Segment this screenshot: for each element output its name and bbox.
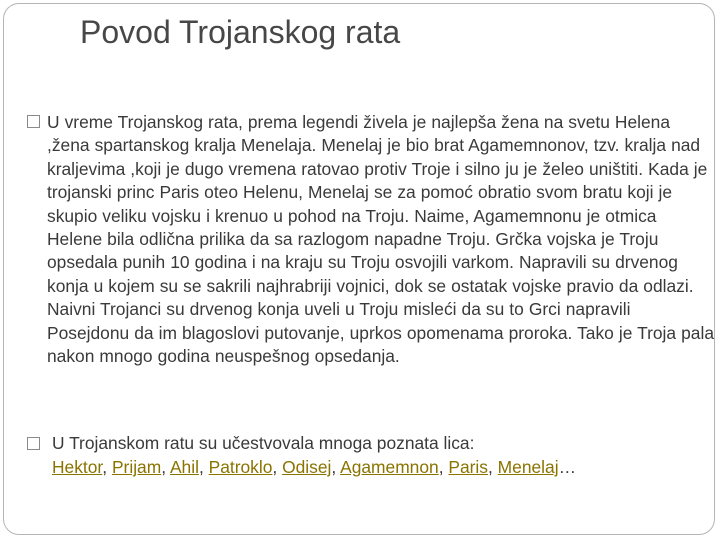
link-ahil[interactable]: Ahil bbox=[169, 457, 199, 477]
bullet-paragraph: U vreme Trojanskog rata, prema legendi živela je najlepša žena na svetu Helena ,žena spartanskog kralja Menelaja. Menelaj je bio brat Agamemnonov, tzv. kralja nad kraljevima ,koji je dugo vremena ratovao protiv Troje i silno ju je želeo uništiti. Kada je trojanski princ Paris oteo Helenu, Menelaj se za pomoć obratio svom bratu koji je skupio veliku vojsku i krenuo u pohod na Troju. Naime, Agamemnonu je otmica Helene bila odlična prilika da sa razlogom napadne Troju. Grčka vojska je Troju opsedala punih 10 godina i na kraju su Troju osvojili varkom. Napravili su drvenog konja u kojem su se sakrili najhrabriji vojnici, dok se ostatak vojske pravio da odlazi. Naivni Trojanci su drvenog konja uveli u Troju misleći da su to Grci napravili Posejdonu da im blagoslovi putovanje, uprkos opomenama proroka. Tako je Troja pala nakon mnogo godina neuspešnog opsedanja. bbox=[47, 112, 714, 367]
characters-links bbox=[52, 455, 712, 479]
checkbox-bullet-icon bbox=[27, 437, 40, 450]
link-hektor[interactable]: Hektor bbox=[52, 457, 103, 477]
separator: , bbox=[331, 457, 341, 477]
separator: , bbox=[438, 457, 449, 477]
separator: , bbox=[198, 457, 209, 477]
separator: , bbox=[272, 457, 283, 477]
link-odisej[interactable]: Odisej bbox=[282, 457, 332, 477]
link-patroklo[interactable]: Patroklo bbox=[208, 457, 273, 477]
link-menelaj[interactable]: Menelaj bbox=[497, 457, 559, 477]
separator: , bbox=[161, 457, 170, 477]
characters-intro: U Trojanskom ratu su učestvovala mnoga poznata lica: bbox=[52, 433, 475, 453]
separator: , bbox=[102, 457, 112, 477]
separator: , bbox=[488, 457, 498, 477]
link-agamemnon[interactable]: Agamemnon bbox=[340, 457, 439, 477]
ellipsis: … bbox=[558, 457, 576, 477]
bullet-characters bbox=[52, 431, 712, 479]
checkbox-bullet-icon bbox=[27, 115, 40, 128]
slide-title: Povod Trojanskog rata bbox=[80, 14, 401, 50]
link-paris[interactable]: Paris bbox=[448, 457, 488, 477]
link-prijam[interactable]: Prijam bbox=[111, 457, 162, 477]
